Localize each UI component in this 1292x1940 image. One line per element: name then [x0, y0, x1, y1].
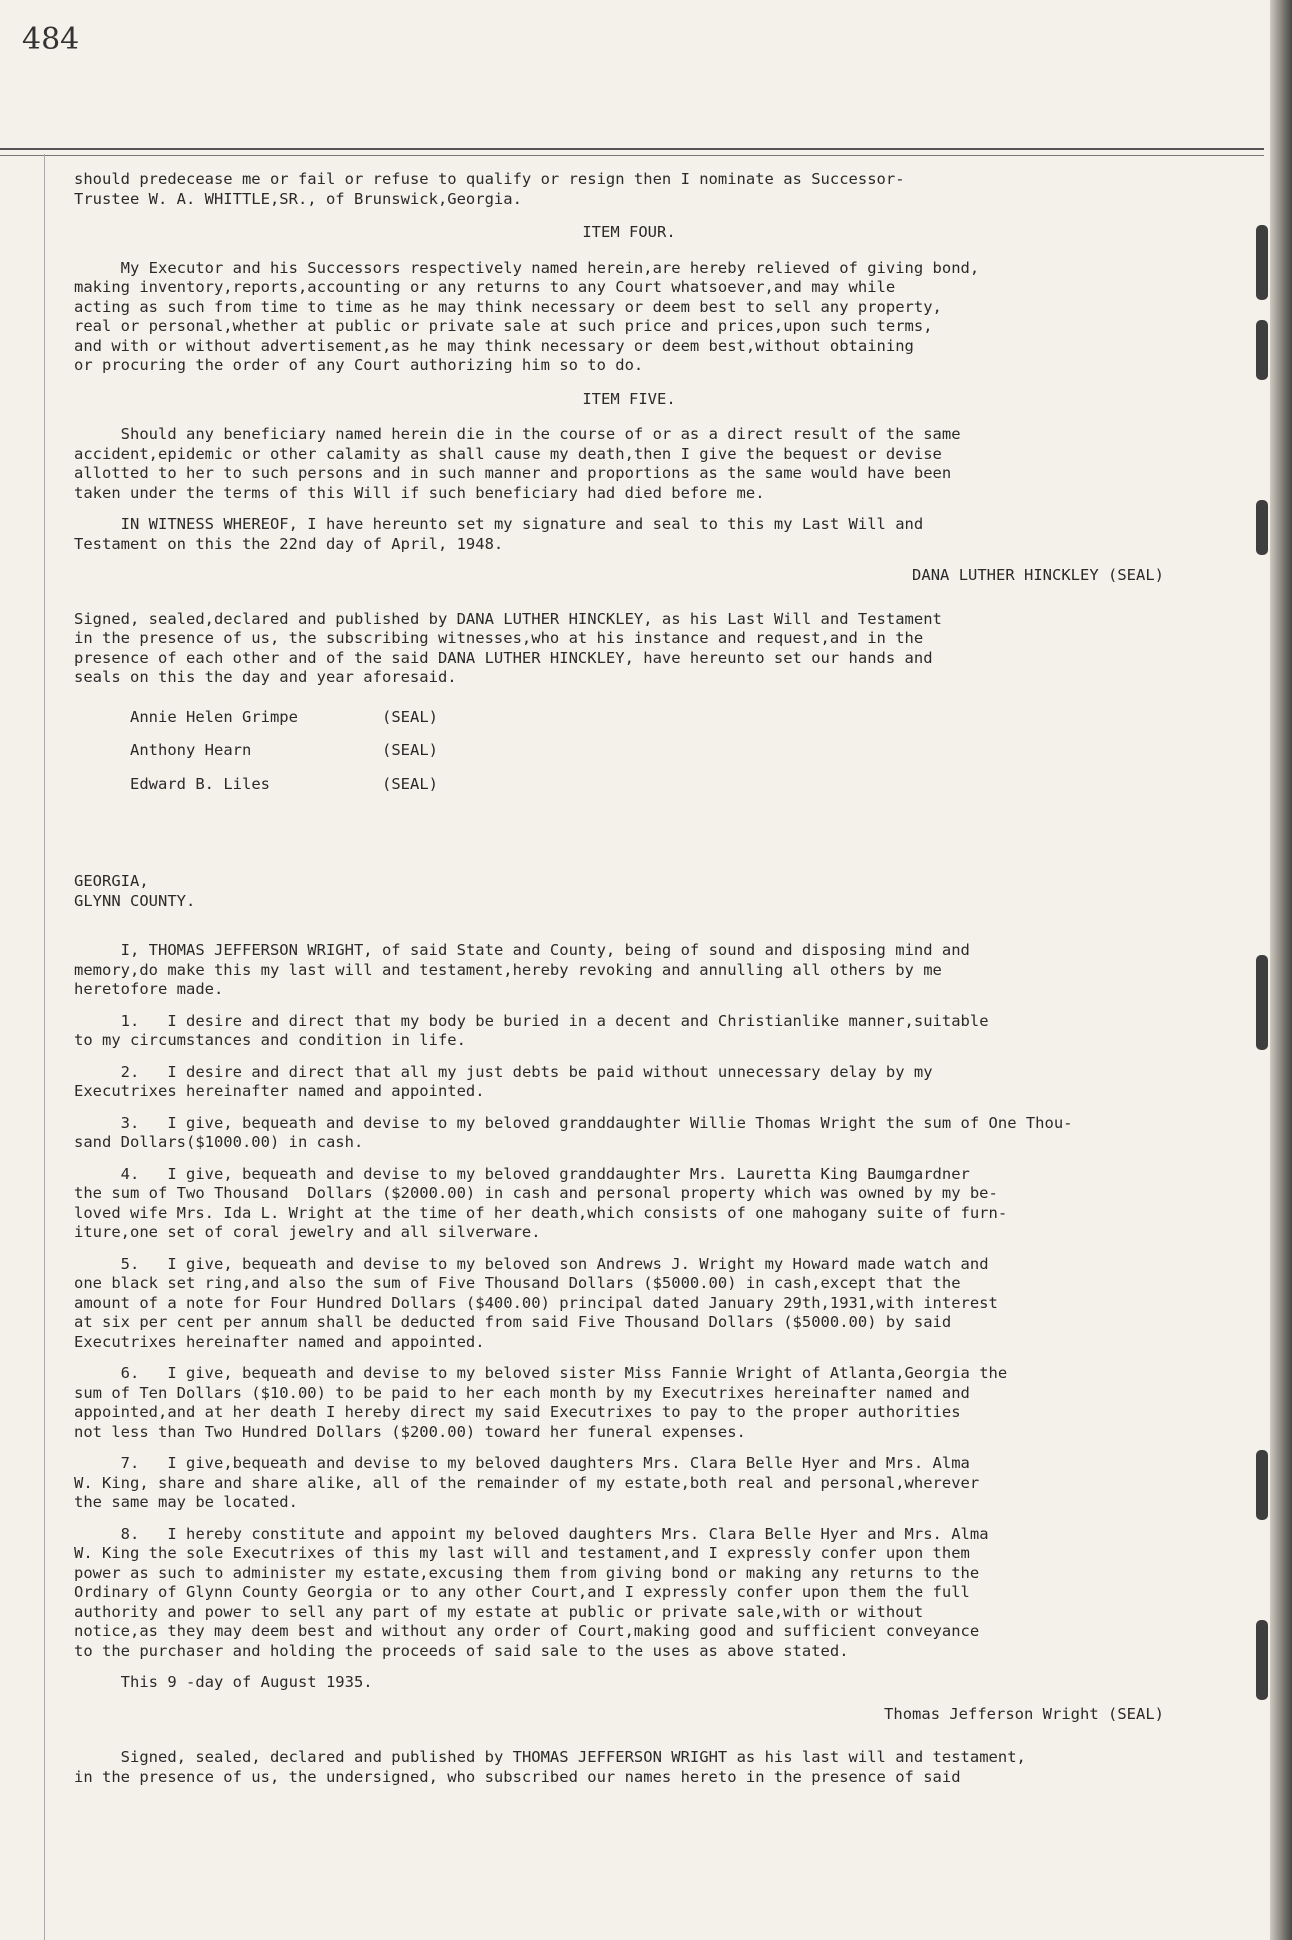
top-rule	[0, 148, 1264, 156]
date-line: This 9 -day of August 1935.	[74, 1673, 373, 1691]
witness-whereof-paragraph: IN WITNESS WHEREOF, I have hereunto set my signature and seal to this my Last Will and Testament on this the 22nd day of April, 1948.	[74, 515, 924, 553]
venue-county: GLYNN COUNTY.	[74, 891, 196, 910]
witness-row	[130, 775, 1184, 795]
left-margin-line	[44, 154, 45, 1940]
witness-name: Edward B. Liles	[130, 774, 270, 793]
binding-mark	[1256, 955, 1268, 1050]
page-number: 484	[22, 22, 80, 57]
document-body	[74, 170, 1184, 1799]
intro-paragraph: I, THOMAS JEFFERSON WRIGHT, of said State and County, being of sound and disposing mind and memory,do make this my last will and testament,hereby revoking and annulling all others by me heretofore made.	[74, 941, 970, 998]
item-paragraph: 8. I hereby constitute and appoint my beloved daughters Mrs. Clara Belle Hyer and Mrs. Alma W. King the sole Executrixes of this my last will and testament,and I expressly confer upon them power as such to administer my estate,excusing them from giving bond or making any returns to the Ordinary of Glynn County Georgia or to any other Court,and I expressly confer upon them the full authority and power to sell any part of my estate at public or private sale,with or without notice,as they may deem best and without any order of Court,making good and sufficient conveyance to the purchaser and holding the proceeds of said sale to the uses as above stated.	[74, 1524, 989, 1660]
section-gap	[74, 808, 1184, 872]
binding-mark	[1256, 225, 1268, 300]
binding-mark	[1256, 500, 1268, 555]
carryover-paragraph: should predecease me or fail or refuse to qualify or resign then I nominate as Successor- Trustee W. A. WHITTLE,SR., of Brunswick,Georgia.	[74, 170, 905, 208]
item-five-paragraph: Should any beneficiary named herein die in the course of or as a direct result of the same accident,epidemic or other calamity as shall cause my death,then I give the bequest or devise allotted to her to such persons and in such manner and proportions as the same would have been taken under the terms of this Will if such beneficiary had died before me.	[74, 425, 961, 502]
witness-row	[130, 741, 1184, 761]
binding-mark	[1256, 320, 1268, 380]
binding-strip	[1270, 0, 1292, 1940]
will-1	[74, 170, 1184, 794]
binding-mark	[1256, 1620, 1268, 1700]
item-paragraph: 5. I give, bequeath and devise to my beloved son Andrews J. Wright my Howard made watch and one black set ring,and also the sum of Five Thousand Dollars ($5000.00) in cash,except that the amount of a note for Four Hundred Dollars ($400.00) principal dated January 29th,1931,with interest at six per cent per annum shall be deducted from said Five Thousand Dollars ($5000.00) by said Executrixes hereinafter named and appointed.	[74, 1254, 998, 1351]
witness-row	[130, 708, 1184, 728]
testator-signature: DANA LUTHER HINCKLEY (SEAL)	[912, 566, 1164, 584]
item-paragraph: 3. I give, bequeath and devise to my beloved granddaughter Willie Thomas Wright the sum of One Thou- sand Dollars($1000.00) in cash.	[74, 1113, 1073, 1151]
will-2	[74, 872, 1184, 1787]
witness-list	[74, 708, 1184, 795]
venue-state: GEORGIA,	[74, 872, 149, 890]
item-paragraph: 7. I give,bequeath and devise to my beloved daughters Mrs. Clara Belle Hyer and Mrs. Alma W. King, share and share alike, all of the remainder of my estate,both real and personal,wherever the same may be located.	[74, 1454, 980, 1511]
witness-seal: (SEAL)	[382, 774, 438, 793]
witness-seal: (SEAL)	[382, 707, 438, 726]
testator-signature: Thomas Jefferson Wright (SEAL)	[884, 1704, 1164, 1723]
item-paragraph: 1. I desire and direct that my body be buried in a decent and Christianlike manner,suitable to my circumstances and condition in life.	[74, 1011, 989, 1049]
item-paragraph: 6. I give, bequeath and devise to my beloved sister Miss Fannie Wright of Atlanta,Georgia the sum of Ten Dollars ($10.00) to be paid to her each month by my Executrixes hereinafter named and appointed,and at her death I hereby direct my said Executrixes to pay to the proper authorities not less than Two Hundred Dollars ($200.00) toward her funeral expenses.	[74, 1364, 1008, 1441]
attestation-paragraph: Signed, sealed, declared and published by THOMAS JEFFERSON WRIGHT as his last will and testament, in the presence of us, the undersigned, who subscribed our names hereto in the presence of said	[74, 1748, 1026, 1786]
binding-mark	[1256, 1450, 1268, 1520]
attestation-paragraph: Signed, sealed,declared and published by DANA LUTHER HINCKLEY, as his Last Will and Testament in the presence of us, the subscribing witnesses,who at his instance and request,and in the presence of each other and of the said DANA LUTHER HINCKLEY, have hereunto set our hands and seals on this the day and year aforesaid.	[74, 609, 942, 686]
witness-name: Anthony Hearn	[130, 741, 252, 759]
item-four-paragraph: My Executor and his Successors respectively named herein,are hereby relieved of giving bond, making inventory,reports,accounting or any returns to any Court whatsoever,and may while acting as such from time to time as he may think necessary or deem best to sell any property, real or personal,whether at public or private sale at such price and prices,upon such terms, and with or without advertisement,as he may think necessary or deem best,without obtaining or procuring the order of any Court authorizing him so to do.	[74, 258, 980, 374]
item-four-heading: ITEM FOUR.	[582, 223, 676, 241]
witness-name: Annie Helen Grimpe	[130, 707, 298, 726]
witness-seal: (SEAL)	[382, 741, 438, 759]
item-paragraph: 4. I give, bequeath and devise to my beloved granddaughter Mrs. Lauretta King Baumgardner the sum of Two Thousand Dollars ($2000.00) in cash and personal property which was owned by my be- loved wife Mrs. Ida L. Wright at the time of her death,which consists of one mahogany suite of furn- iture,one set of coral jewelry and all silverware.	[74, 1164, 1008, 1241]
item-five-heading: ITEM FIVE.	[582, 389, 676, 408]
item-paragraph: 2. I desire and direct that all my just debts be paid without unnecessary delay by my Executrixes hereinafter named and appointed.	[74, 1062, 933, 1100]
